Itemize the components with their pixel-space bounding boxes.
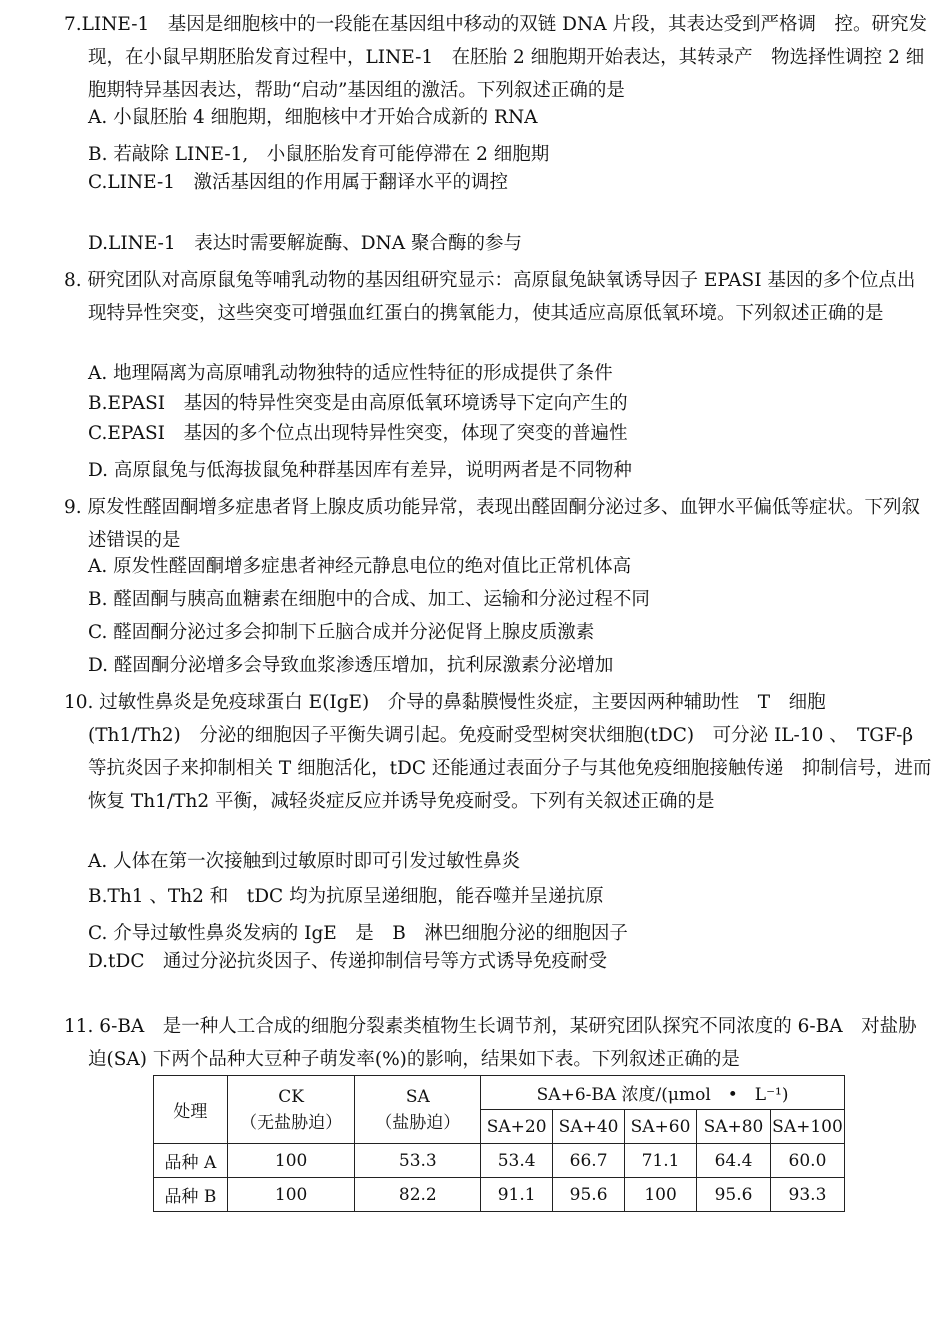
q8-option-b: B.EPASI 基因的特异性突变是由高原低氧环境诱导下定向产生的 (88, 393, 628, 414)
table-cell: 53.3 (355, 1144, 481, 1178)
table-cell: 71.1 (625, 1144, 697, 1178)
q11-stem: 11. 6-BA 是一种人工合成的细胞分裂素类植物生长调节剂，某研究团队探究不同浓度的 6-BA 对盐胁迫(SA) 下两个品种大豆种子萌发率(%)的影响，结果如下表。下列叙述正确的是 (64, 1016, 917, 1070)
q8-option-c: C.EPASI 基因的多个位点出现特异性突变，体现了突变的普遍性 (88, 423, 628, 444)
table-cell: 100 (625, 1178, 697, 1212)
q9-option-d: D. 醛固酮分泌增多会导致血浆渗透压增加，抗利尿激素分泌增加 (88, 655, 614, 676)
subheader-sa80: SA+80 (697, 1110, 771, 1144)
q7-stem: 7.LINE-1 基因是细胞核中的一段能在基因组中移动的双链 DNA 片段，其表达受到严格调 控。研究发现，在小鼠早期胚胎发育过程中，LINE-1 在胚胎 2 细胞期开始表达，其转录产 物选择性调控 2 细胞期特异基因表达，帮助“启动”基因组的激活。下列叙述正确的是 (64, 14, 927, 101)
q9-option-b: B. 醛固酮与胰高血糖素在细胞中的合成、加工、运输和分泌过程不同 (88, 589, 650, 610)
row-label: 品种 A (154, 1144, 228, 1178)
subheader-sa100: SA+100 (770, 1110, 844, 1144)
table-row (154, 1178, 845, 1212)
table-cell: 64.4 (697, 1144, 771, 1178)
table-cell: 60.0 (770, 1144, 844, 1178)
q10-option-b: B.Th1 、Th2 和 tDC 均为抗原呈递细胞，能吞噬并呈递抗原 (88, 886, 604, 907)
q10-option-cd: C. 介导过敏性鼻炎发病的 IgE 是 B 淋巴细胞分泌的细胞因子 D.tDC 通过分泌抗炎因子、传递抑制信号等方式诱导免疫耐受 (88, 923, 647, 972)
header-sa (355, 1076, 481, 1144)
q7-option-bc: B. 若敲除 LINE-1, 小鼠胚胎发育可能停滞在 2 细胞期 C.LINE-1 激活基因组的作用属于翻译水平的调控 (88, 144, 550, 193)
subheader-sa60: SA+60 (625, 1110, 697, 1144)
table-cell: 95.6 (697, 1178, 771, 1212)
table-cell: 66.7 (553, 1144, 625, 1178)
q10-option-a: A. 人体在第一次接触到过敏原时即可引发过敏性鼻炎 (88, 851, 521, 872)
germination-table (153, 1075, 845, 1212)
table-cell: 91.1 (481, 1178, 553, 1212)
q8-option-d: D. 高原鼠兔与低海拔鼠兔种群基因库有差异，说明两者是不同物种 (88, 460, 632, 481)
row-label: 品种 B (154, 1178, 228, 1212)
table-cell: 100 (227, 1144, 355, 1178)
table-cell: 53.4 (481, 1144, 553, 1178)
table-cell: 100 (227, 1178, 355, 1212)
table-cell: 93.3 (770, 1178, 844, 1212)
subheader-sa40: SA+40 (553, 1110, 625, 1144)
header-sa-label: SA (405, 1086, 430, 1107)
header-ck-sub: （无盐胁迫） (240, 1112, 343, 1133)
q10-stem: 10. 过敏性鼻炎是免疫球蛋白 E(IgE) 介导的鼻黏膜慢性炎症，主要因两种辅助性 T 细胞 (Th1/Th2) 分泌的细胞因子平衡失调引起。免疫耐受型树突状细胞(tDC) 可分泌 IL-10 、 TGF-β 等抗炎因子来抑制相关 T 细胞活化，tDC 还能通过表面分子与其他免疫细胞接触传递 抑制信号，进而恢复 Th1/Th2 平衡，减轻炎症反应并诱导免疫耐受。下列有关叙述正确的是 (64, 692, 932, 812)
q7-option-a: A. 小鼠胚胎 4 细胞期，细胞核中才开始合成新的 RNA (88, 107, 538, 128)
header-sa-sub: （盐胁迫） (375, 1112, 461, 1133)
table-cell: 95.6 (553, 1178, 625, 1212)
header-6ba-group: SA+6-BA 浓度/(μmol • L⁻¹) (481, 1076, 845, 1110)
header-ck-label: CK (278, 1086, 304, 1107)
q9-option-c: C. 醛固酮分泌过多会抑制下丘脑合成并分泌促肾上腺皮质激素 (88, 622, 595, 643)
q9-option-a: A. 原发性醛固酮增多症患者神经元静息电位的绝对值比正常机体高 (88, 556, 632, 577)
header-treatment: 处理 (154, 1076, 228, 1144)
table-cell: 82.2 (355, 1178, 481, 1212)
table-row (154, 1144, 845, 1178)
q9-stem: 9. 原发性醛固酮增多症患者肾上腺皮质功能异常，表现出醛固酮分泌过多、血钾水平偏低等症状。下列叙述错误的是 (64, 497, 921, 551)
q8-stem: 8. 研究团队对高原鼠兔等哺乳动物的基因组研究显示：高原鼠兔缺氧诱导因子 EPASI 基因的多个位点出现特异性突变，这些突变可增强血红蛋白的携氧能力，使其适应高原低氧环境。下列叙述正确的是 (64, 270, 916, 324)
subheader-sa20: SA+20 (481, 1110, 553, 1144)
q8-option-a: A. 地理隔离为高原哺乳动物独特的适应性特征的形成提供了条件 (88, 363, 613, 384)
header-ck (227, 1076, 355, 1144)
q7-option-d: D.LINE-1 表达时需要解旋酶、DNA 聚合酶的参与 (88, 233, 522, 254)
